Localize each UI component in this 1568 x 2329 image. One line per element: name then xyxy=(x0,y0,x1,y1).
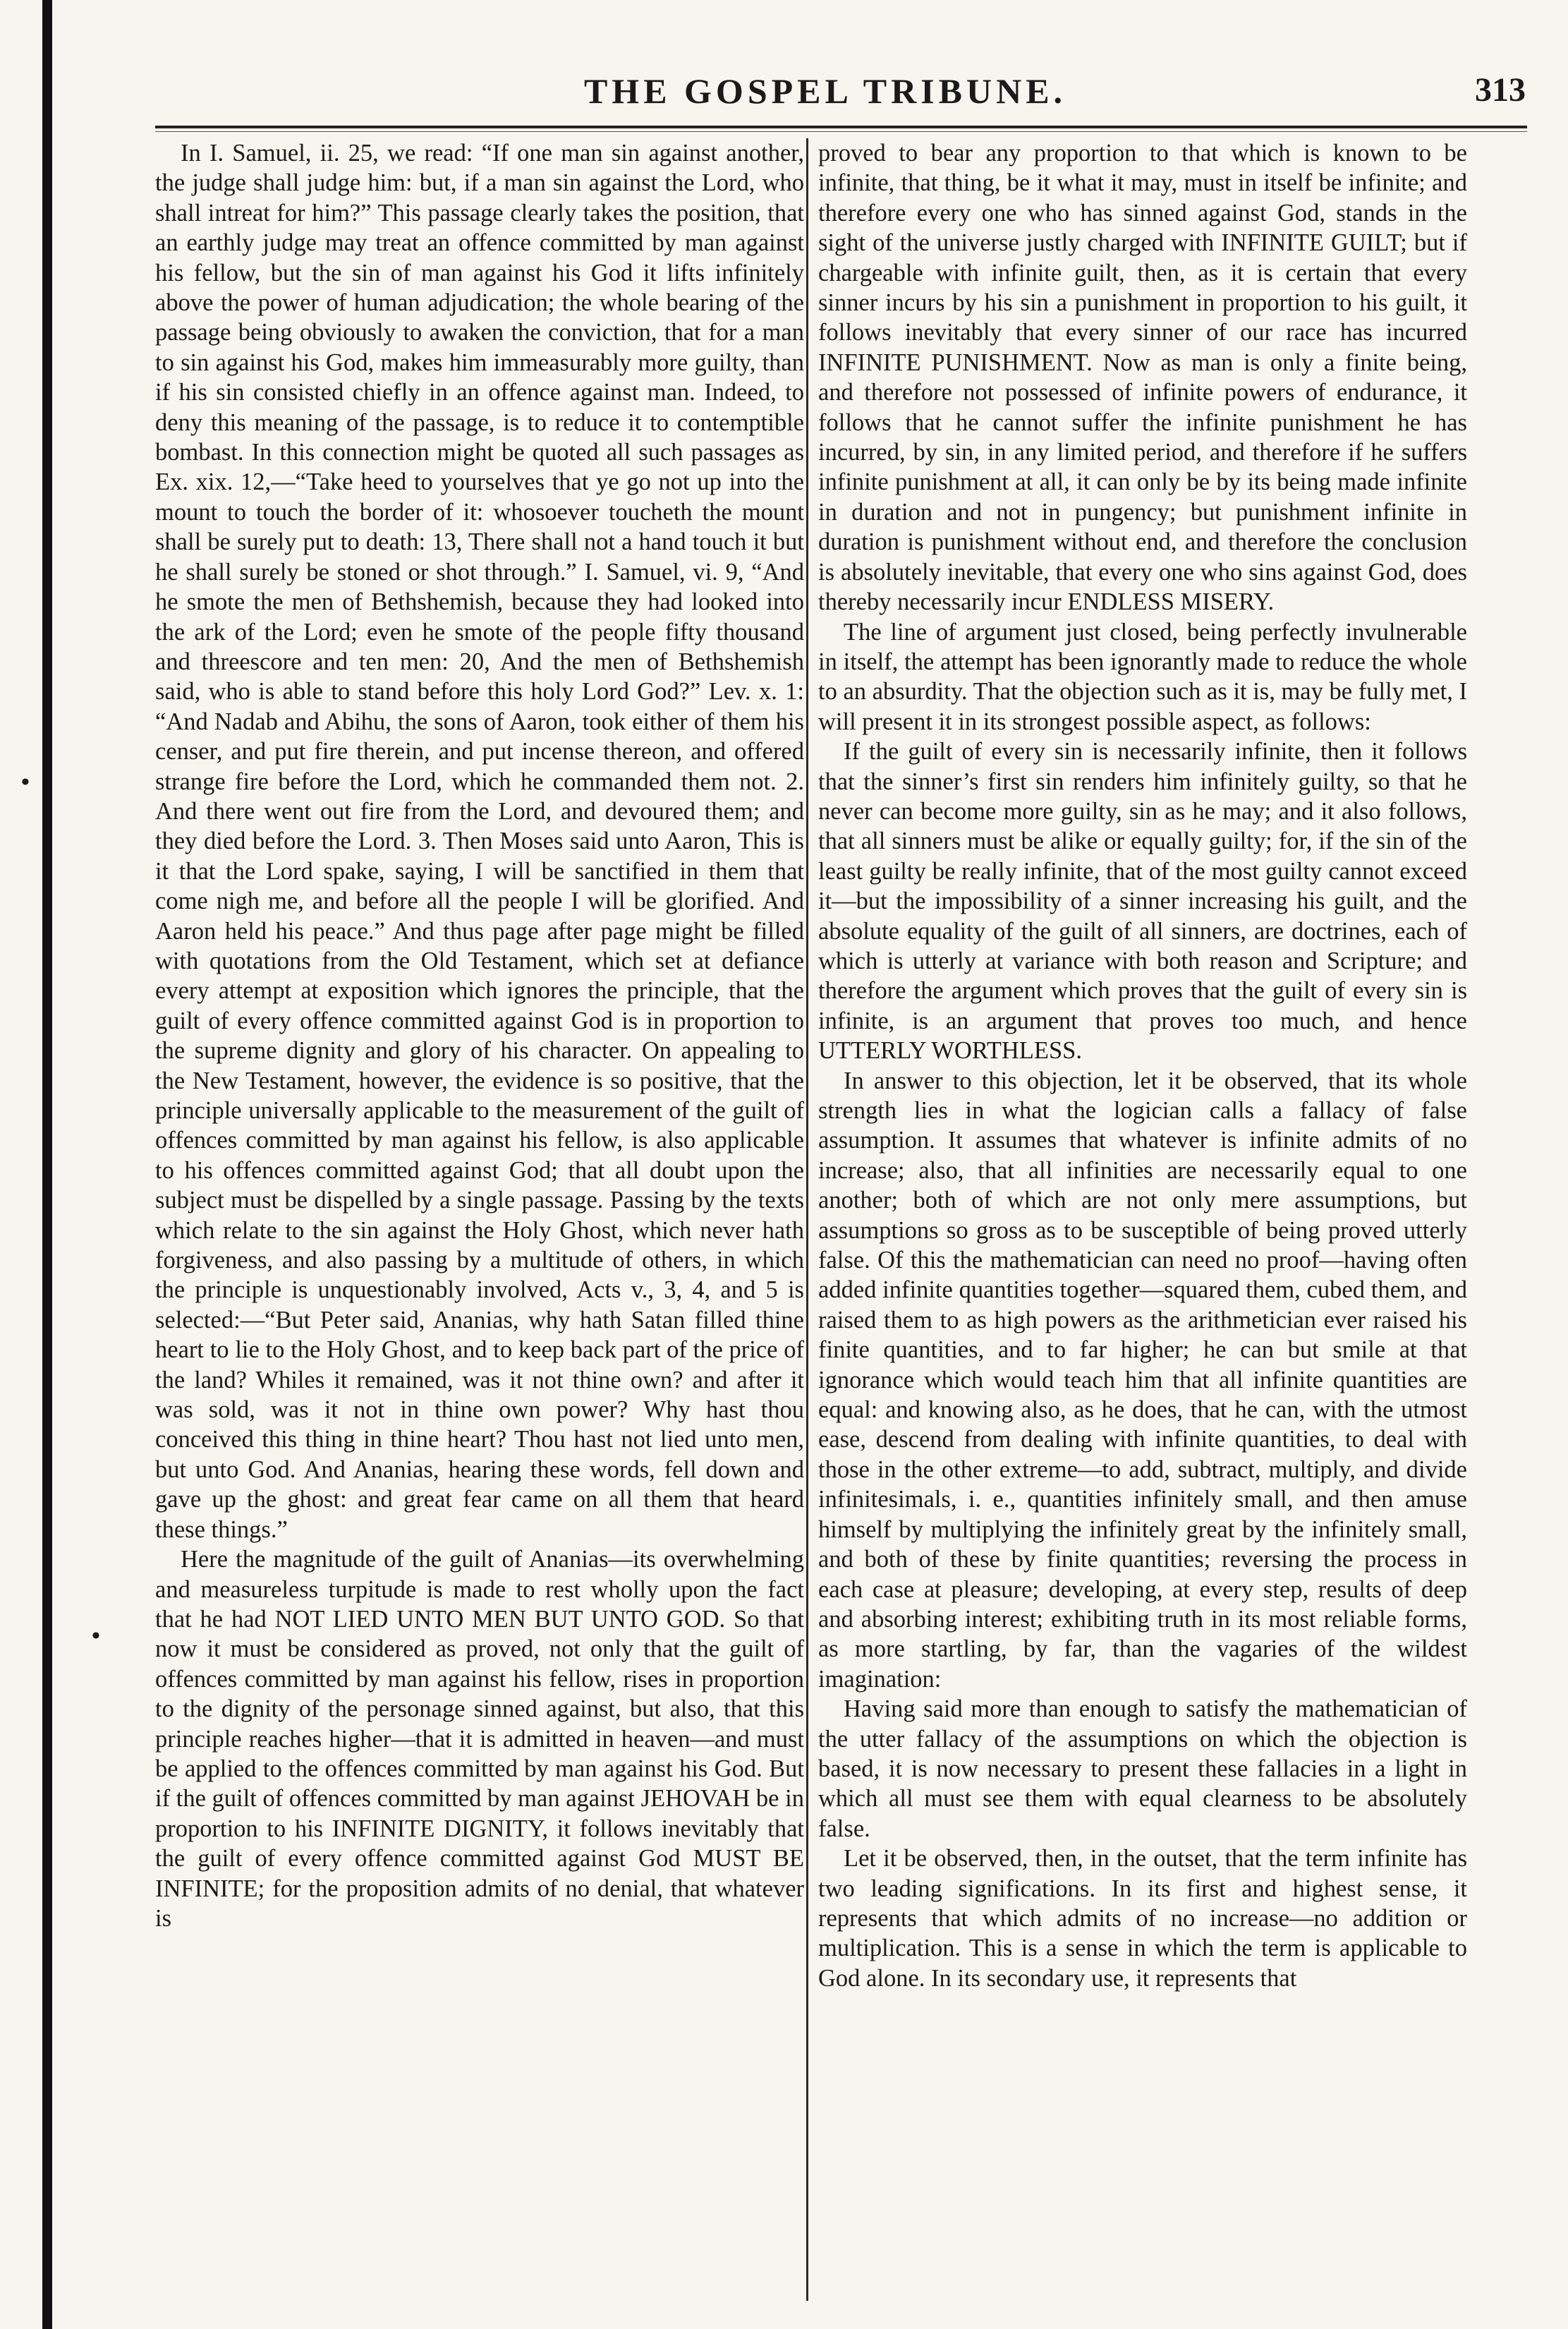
header-rule xyxy=(155,126,1527,128)
left-column xyxy=(155,138,804,2297)
right-column xyxy=(818,138,1467,2297)
binding-edge xyxy=(42,0,52,2329)
paragraph: Here the magnitude of the guilt of Ananias—its overwhelming and measureless turpitude is made to rest wholly upon the fact that he had NOT LIED UNTO MEN BUT UNTO GOD. So that now it must be considered as proved, not only that the guilt of offences committed by man against his fellow, rises in proportion to the dignity of the personage sinned against, but also, that this principle reaches higher—that it is admitted in heaven—and must be applied to the offences committed by man against his God. But if the guilt of offences committed by man against JEHOVAH be in proportion to his INFINITE DIGNITY, it follows inevitably that the guilt of every offence committed against God MUST BE INFINITE; for the proposition admits of no denial, that whatever is xyxy=(155,1546,804,1932)
paragraph: In answer to this objection, let it be observed, that its whole strength lies in what the logician calls a fallacy of false assumption. It assumes that whatever is infinite admits of no increase; also, that all infinities are necessarily equal to one another; both of which are not only mere assumptions, but assumptions so gross as to be susceptible of being proved utterly false. Of this the mathematician can need no proof—having often added infinite quantities together—squared them, cubed them, and raised them to as high powers as the arithmetician ever raised his finite quantities, and to far higher; he can but smile at that ignorance which would teach him that all infinite quantities are equal: and knowing also, as he does, that he can, with the utmost ease, descend from dealing with infinite quantities, to deal with those in the other extreme—to add, subtract, multiply, and divide infinitesimals, i. e., quantities infinitely small, and then amuse himself by multiplying the infinitely great by the infinitely small, and both of these by finite quantities; reversing the process in each case at pleasure; developing, at every step, results of deep and absorbing interest; exhibiting truth in its most reliable forms, as more startling, by far, than the vagaries of the wildest imagination: xyxy=(818,1067,1467,1693)
paragraph: In I. Samuel, ii. 25, we read: “If one man sin against another, the judge shall judge him: but, if a man sin against the Lord, who shall intreat for him?” This passage clearly takes the position, that an earthly judge may treat an offence committed by man against his fellow, but the sin of man against his God it lifts infinitely above the power of human adjudication; the whole bearing of the passage being obviously to awaken the conviction, that for a man to sin against his God, makes him immeasurably more guilty, than if his sin consisted chiefly in an offence against man. Indeed, to deny this meaning of the passage, is to reduce it to contemptible bombast. In this connection might be quoted all such passages as Ex. xix. 12,—“Take heed to yourselves that ye go not up into the mount to touch the border of it: whosoever toucheth the mount shall be surely put to death: 13, There shall not a hand touch it but he shall surely be stoned or shot through.” I. Samuel, vi. 9, “And he smote the men of Bethshemish, because they had looked into the ark of the Lord; even he smote of the people fifty thousand and threescore and ten men: 20, And the men of Bethshemish said, who is able to stand before this holy Lord God?” Lev. x. 1: “And Nadab and Abihu, the sons of Aaron, took either of them his censer, and put fire therein, and put incense thereon, and offered strange fire before the Lord, which he commanded them not. 2. And there went out fire from the Lord, and devoured them; and they died before the Lord. 3. Then Moses said unto Aaron, This is it that the Lord spake, saying, I will be sanctified in them that come nigh me, and before all the people I will be glorified. And Aaron held his peace.” And thus page after page might be filled with quotations from the Old Testament, which set at defiance every attempt at exposition which ignores the principle, that the guilt of every offence committed against God is in proportion to the supreme dignity and glory of his character. On appealing to the New Testament, however, the evidence is so positive, that the principle universally applicable to the measurement of the guilt of offences committed by man against his fellow, is also applicable to his offences committed against God; that all doubt upon the subject must be dispelled by a single passage. Passing by the texts which relate to the sin against the Holy Ghost, which never hath forgiveness, and also passing by a multitude of others, in which the principle is unquestionably involved, Acts v., 3, 4, and 5 is selected:—“But Peter said, Ananias, why hath Satan filled thine heart to lie to the Holy Ghost, and to keep back part of the price of the land? Whiles it remained, was it not thine own? and after it was sold, was it not in thine own power? Why hast thou conceived this thing in thine heart? Thou hast not lied unto men, but unto God. And Ananias, hearing these words, fell down and gave up the ghost: and great fear came on all them that heard these things.” xyxy=(155,140,804,1543)
page-number: 313 xyxy=(1475,71,1526,109)
page-header-title: THE GOSPEL TRIBUNE. xyxy=(583,71,1067,111)
header-rule-thin xyxy=(155,131,1527,132)
paragraph: The line of argument just closed, being perfectly invulnerable in itself, the attempt has been ignorantly made to reduce the whole to an absurdity. That the objection such as it is, may be fully met, I will present it in its strongest possible aspect, as follows: xyxy=(818,618,1467,735)
margin-dot: • xyxy=(21,769,30,795)
margin-dot: • xyxy=(92,1623,100,1649)
paragraph: If the guilt of every sin is necessarily infinite, then it follows that the sinner’s first sin renders him infinitely guilty, so that he never can become more guilty, sin as he may; and it also follows, that all sinners must be alike or equally guilty; for, if the sin of the least guilty be really infinite, that of the most guilty cannot exceed it—but the impossibility of a sinner increasing his guilt, and the absolute equality of the guilt of all sinners, are doctrines, each of which is utterly at variance with both reason and Scripture; and therefore the argument which proves that the guilt of every sin is infinite, is an argument that proves too much, and hence UTTERLY WORTHLESS. xyxy=(818,738,1467,1065)
column-divider xyxy=(806,138,808,2301)
paragraph: proved to bear any proportion to that which is known to be infinite, that thing, be it what it may, must in itself be infinite; and therefore every one who has sinned against God, stands in the sight of the universe justly charged with INFINITE GUILT; but if chargeable with infinite guilt, then, as it is certain that every sinner incurs by his sin a punishment in proportion to his guilt, it follows inevitably that every sinner of our race has incurred INFINITE PUNISHMENT. Now as man is only a finite being, and therefore not possessed of infinite powers of endurance, it follows that he cannot suffer the infinite punishment he has incurred, by sin, in any limited period, and therefore if he suffers infinite punishment at all, it can only be by its being made infinite in duration and not in pungency; but punishment infinite in duration is punishment without end, and therefore the conclusion is absolutely inevitable, that every one who sins against God, does thereby necessarily incur ENDLESS MISERY. xyxy=(818,140,1467,616)
paragraph: Let it be observed, then, in the outset, that the term infinite has two leading significations. In its first and highest sense, it represents that which admits of no increase—no addition or multiplication. This is a sense in which the term is applicable to God alone. In its secondary use, it represents that xyxy=(818,1845,1467,1992)
paragraph: Having said more than enough to satisfy the mathematician of the utter fallacy of the assumptions on which the objection is based, it is now necessary to present these fallacies in a light in which all must see them with equal clearness to be absolutely false. xyxy=(818,1695,1467,1842)
